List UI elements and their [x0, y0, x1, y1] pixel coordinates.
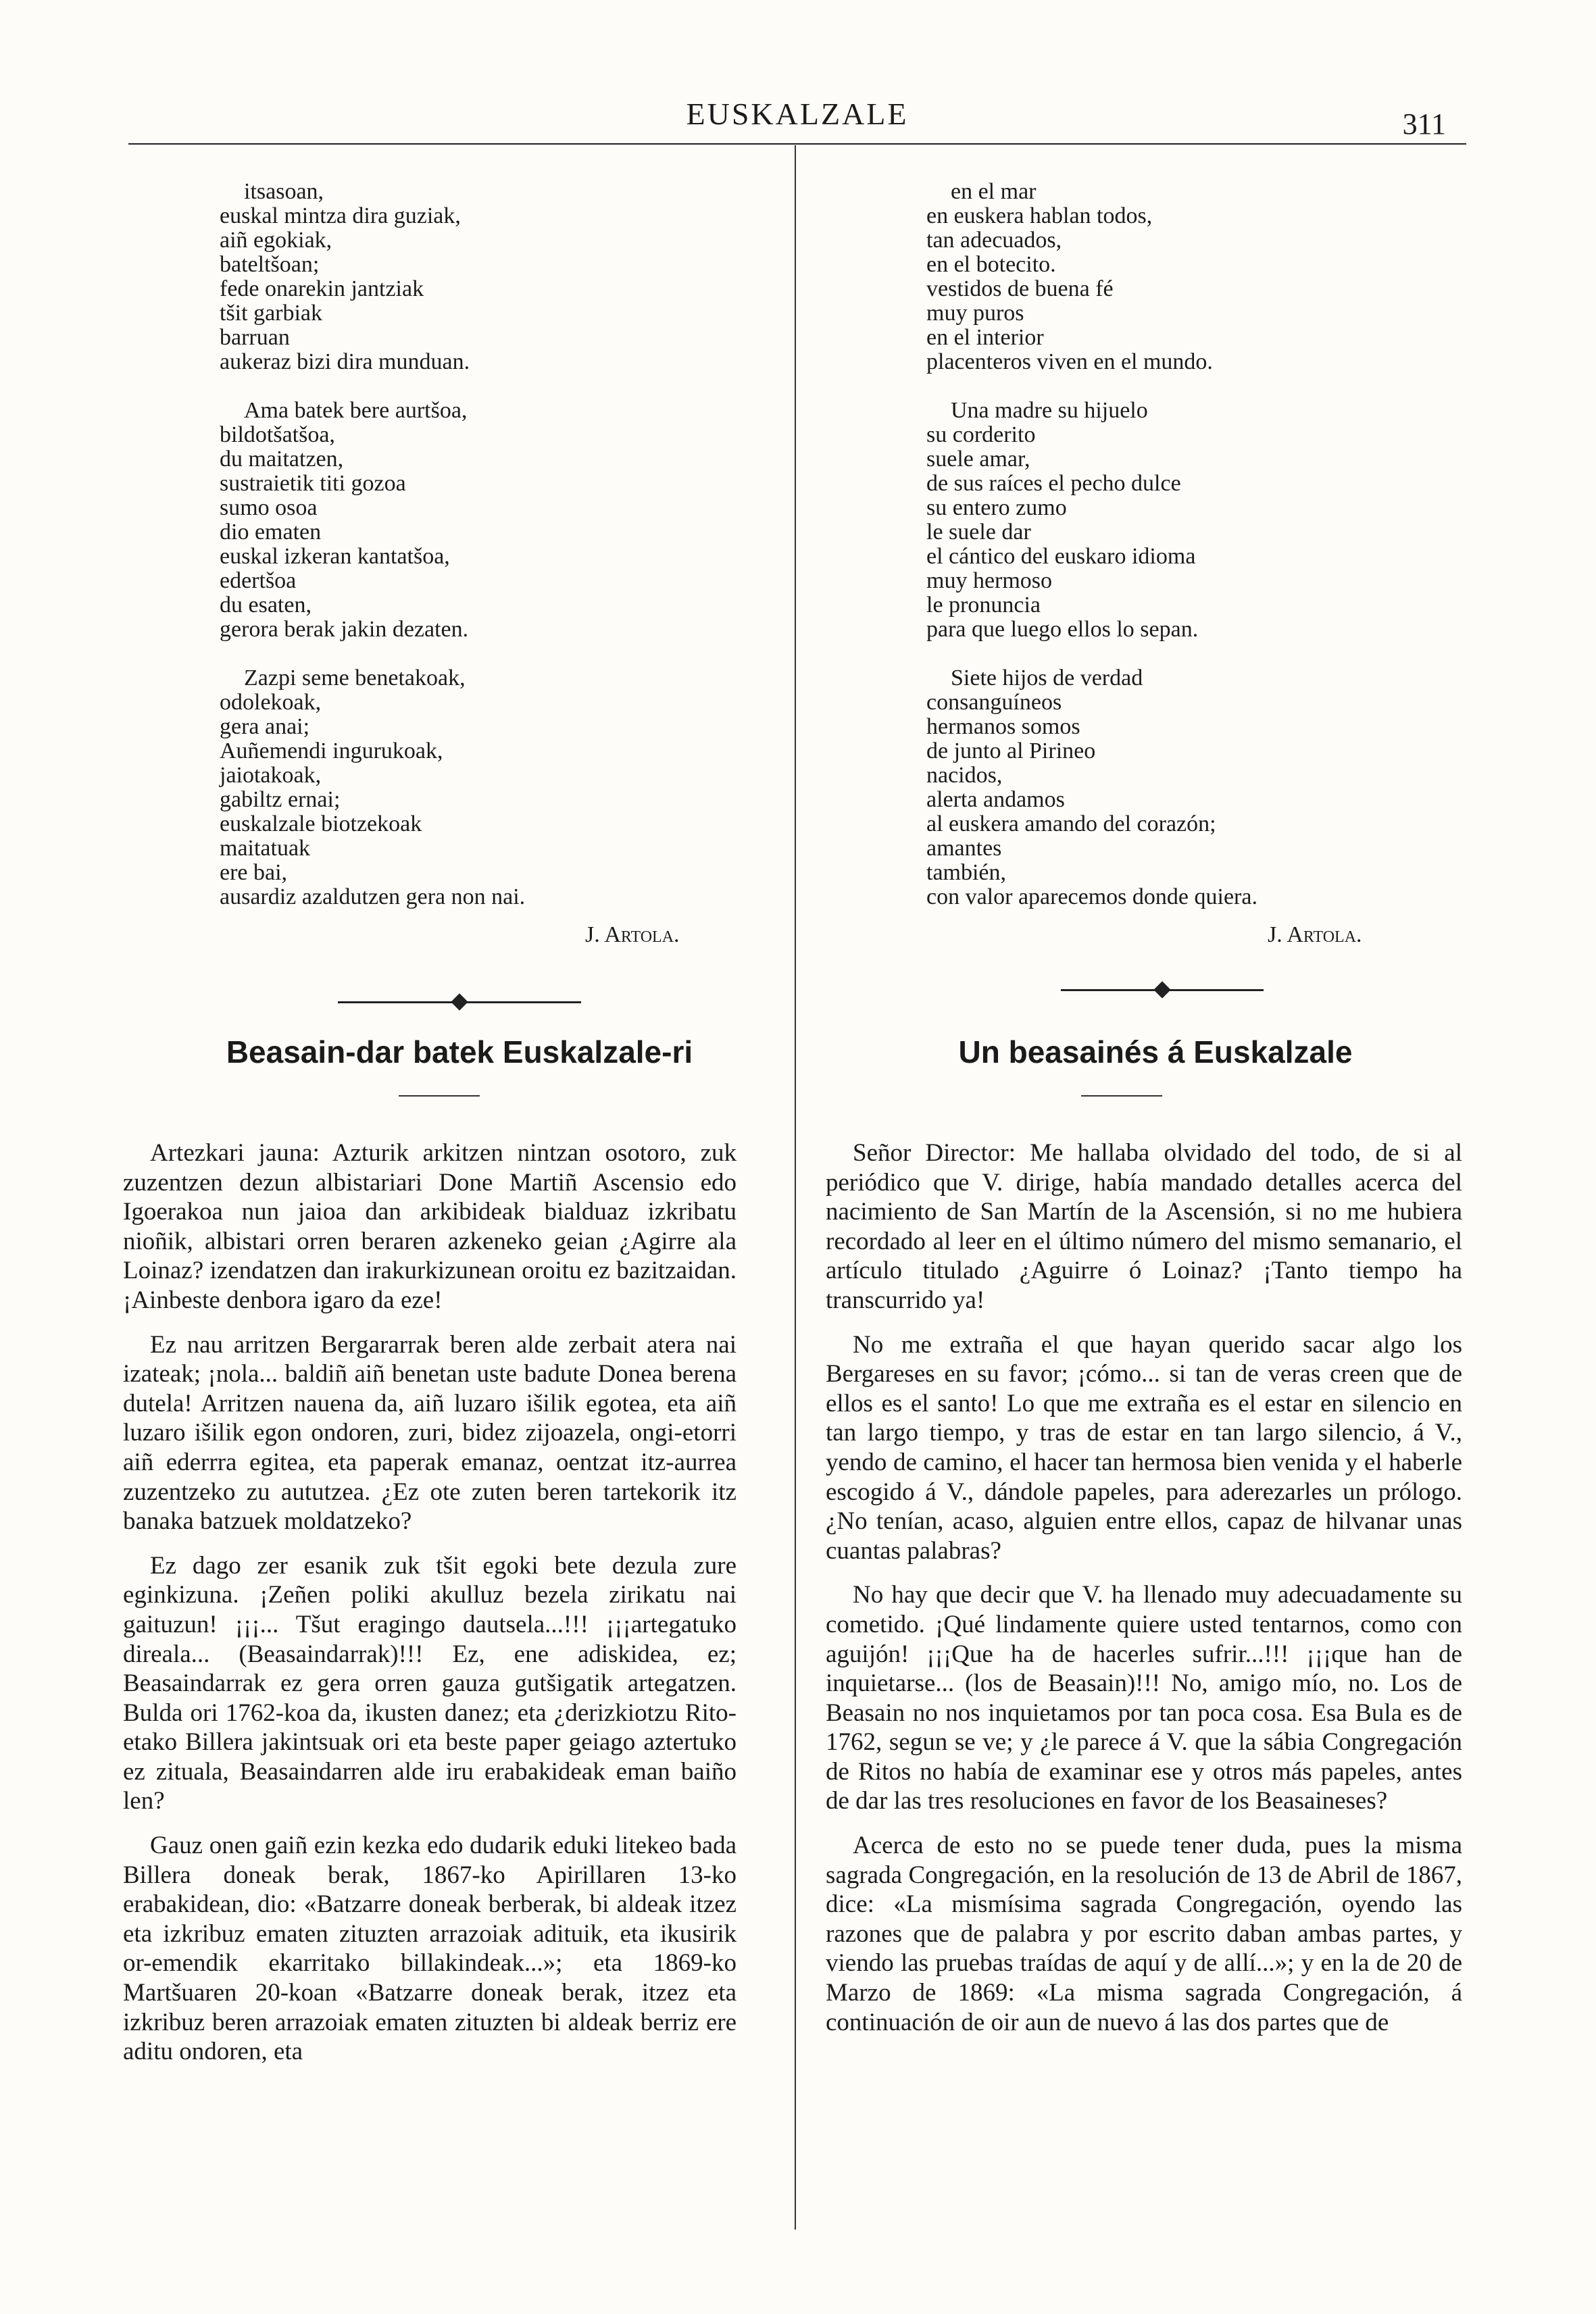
- poem-line: ausardiz azaldutzen gera non nai.: [220, 884, 526, 909]
- poem-line: barruan: [220, 325, 290, 350]
- paragraph: Señor Director: Me hallaba olvidado del todo, de si al periódico que V. dirige, había mandado detalles acerca del nacimiento de San Martín de la Ascensión, si no me hubiera recordado al leer en el último número del mismo semanario, el artículo titulado ¿Aguirre ó Loinaz? ¡Tanto tiempo ha transcurrido ya!: [826, 1139, 1462, 1314]
- poem-line: ere bai,: [220, 860, 288, 885]
- poem-line: alerta andamos: [926, 787, 1065, 812]
- poem-line: gera anai;: [220, 714, 310, 739]
- poem-line: hermanos somos: [926, 714, 1080, 739]
- poem-stanza: [220, 180, 760, 374]
- paragraph: Gauz onen gaiñ ezin kezka edo dudarik eduki litekeo bada Billera doneak berak, 1867-ko Apirillaren 13-ko erabakidean, dio: «Batzarre doneak berberak, bi aldeak itzez eta izkribuz ematen zituzten arrazoiak adituik, eta ikusirik or-emendik ekarritako billakindeak...»; eta 1869-ko Martšuaren 20-koan «Batzarre doneak berak, itzez eta izkribuz beren arrazoiak ematen zituzten bi aldeak berriz ere aditu ondoren, eta: [123, 1832, 737, 2066]
- poem-line: Siete hijos de verdad: [951, 665, 1143, 690]
- poem-stanza: [220, 666, 760, 909]
- poem-line: tan adecuados,: [926, 228, 1062, 253]
- poem-stanza: [926, 666, 1467, 909]
- poem-line: bateltšoan;: [220, 252, 320, 277]
- poem-line: en el mar: [951, 179, 1037, 204]
- poem-line: para que luego ellos lo sepan.: [926, 617, 1199, 642]
- poem-line: le pronuncia: [926, 593, 1041, 618]
- article-title-basque: Beasain-dar batek Euskalzale-ri: [226, 1034, 693, 1070]
- poem-line: suele amar,: [926, 447, 1030, 472]
- poem-line: su corderito: [926, 422, 1036, 447]
- poem-line: Zazpi seme benetakoak,: [244, 665, 466, 690]
- poem-line: le suele dar: [926, 520, 1031, 545]
- poem-line: el cántico del euskaro idioma: [926, 544, 1196, 569]
- poem-line: de junto al Pirineo: [926, 738, 1096, 763]
- signature-basque-poem: [585, 923, 680, 947]
- poem-line: al euskera amando del corazón;: [926, 811, 1216, 836]
- poem-line: muy puros: [926, 301, 1024, 326]
- section-ornament: [338, 992, 581, 1012]
- poem-line: du maitatzen,: [220, 447, 344, 472]
- poem-line: dio ematen: [220, 520, 322, 545]
- poem-line: gerora berak jakin dezaten.: [220, 617, 469, 642]
- journal-title: EUSKALZALE: [686, 97, 909, 131]
- poem-line: edertšoa: [220, 568, 297, 593]
- poem-line: en euskera hablan todos,: [926, 203, 1153, 228]
- poem-line: placenteros viven en el mundo.: [926, 349, 1213, 374]
- poem-line: también,: [926, 860, 1007, 885]
- poem-line: aiñ egokiak,: [220, 228, 332, 253]
- poem-line: gabiltz ernai;: [220, 787, 341, 812]
- column-divider: [795, 145, 796, 2230]
- poem-line: muy hermoso: [926, 568, 1053, 593]
- article-body-basque: [123, 1138, 737, 2067]
- poem-stanza: [926, 399, 1467, 642]
- poem-line: consanguíneos: [926, 690, 1062, 715]
- poem-stanza: [220, 399, 760, 642]
- poem-line: euskal mintza dira guziak,: [220, 203, 461, 228]
- poem-line: de sus raíces el pecho dulce: [926, 471, 1181, 496]
- header-rule: [128, 143, 1466, 145]
- poem-spanish: [926, 180, 1467, 934]
- poem-line: Ama batek bere aurtšoa,: [244, 398, 468, 423]
- poem-line: Una madre su hijuelo: [951, 398, 1148, 423]
- poem-line: aukeraz bizi dira munduan.: [220, 349, 470, 374]
- paragraph: Ez nau arritzen Bergararrak beren alde zerbait atera nai izateak; ¡nola... baldiñ aiñ benetan uste badute Donea berena dutela! Arritzen nauena da, aiñ luzaro išilik egotea, eta aiñ luzaro išilik egon ondoren, zuri, bidez zijoazela, ongi-etorri aiñ ederrra egitea, eta paperak emanaz, oentzat itz-aurrea zuzentzeko zu aututzea. ¿Ez ote zuten beren tartekorik itz banaka batzuek moldatzeko?: [123, 1330, 737, 1536]
- poem-line: Auñemendi ingurukoak,: [220, 738, 443, 763]
- poem-line: su entero zumo: [926, 495, 1067, 520]
- poem-basque: [220, 180, 760, 934]
- article-body-spanish: [826, 1138, 1462, 2037]
- signature-text: J. Artola.: [1268, 922, 1362, 947]
- paragraph: No me extraña el que hayan querido sacar algo los Bergareses en su favor; ¡cómo... si tan de veras creen que de ellos es el santo! Lo que me extraña es el estar en silencio en tan largo tiempo, y tras de estar en tan largo silencio, á V., yendo de camino, el hacer tan hermosa bien venida y el haberle escogido á V., dándole papeles, para aderezarles un prólogo. ¿No tenían, acaso, alguien entre ellos, capaz de hilvanar unas cuantas palabras?: [826, 1330, 1462, 1565]
- signature-text: J. Artola.: [585, 922, 680, 947]
- poem-line: itsasoan,: [244, 179, 324, 204]
- poem-line: con valor aparecemos donde quiera.: [926, 884, 1257, 909]
- title-rule: [399, 1095, 480, 1097]
- signature-spanish-poem: [1268, 923, 1362, 947]
- poem-line: du esaten,: [220, 593, 311, 618]
- poem-line: euskalzale biotzekoak: [220, 811, 422, 836]
- paragraph: No hay que decir que V. ha llenado muy adecuadamente su cometido. ¡Qué lindamente quiere usted tentarnos, como con aguijón! ¡¡¡Que ha de hacerles sufrir...!!! ¡¡¡que han de inquietarse... (los de Beasain)!!! No, amigo mío, no. Los de Beasain no nos inquietamos por tan poca cosa. Esa Bula es de 1762, segun se ve; y ¿le parece á V. que la sábia Congregación de Ritos no había de examinar ese y otros más papeles, antes de dar las tres resoluciones en favor de los Beasaineses?: [826, 1581, 1462, 1815]
- running-header: [128, 68, 1466, 142]
- poem-line: bildotšatšoa,: [220, 422, 335, 447]
- poem-line: vestidos de buena fé: [926, 276, 1114, 301]
- poem-line: fede onarekin jantziak: [220, 276, 424, 301]
- page-number: 311: [1402, 107, 1446, 141]
- poem-line: amantes: [926, 836, 1002, 861]
- poem-line: sumo osoa: [220, 495, 318, 520]
- poem-line: sustraietik titi gozoa: [220, 471, 406, 496]
- poem-line: maitatuak: [220, 836, 311, 861]
- poem-line: euskal izkeran kantatšoa,: [220, 544, 450, 569]
- paragraph: Acerca de esto no se puede tener duda, pues la misma sagrada Congregación, en la resolución de 13 de Abril de 1867, dice: «La mismísima sagrada Congregación, oyendo las razones que de palabra y por escrito daban ambas partes, y viendo las pruebas traídas de aquí y de allí...»; y en la de 20 de Marzo de 1869: «La misma sagrada Congregación, á continuación de oir aun de nuevo á las dos partes que de: [826, 1832, 1462, 2036]
- poem-line: nacidos,: [926, 763, 1003, 788]
- paragraph: Artezkari jauna: Azturik arkitzen nintzan osotoro, zuk zuzentzen dezun albistariari Done Martiñ Ascensio edo Igoerakoa nun jaioa dan arkibideak bialduaz izkribatu nioñik, albistari orren beraren azkeneko geian ¿Agirre ala Loinaz? izendatzen dan irakurkizunean oroitu ez bazitzaidan. ¡Ainbeste denbora igaro da eze!: [123, 1139, 737, 1314]
- paragraph: Ez dago zer esanik zuk tšit egoki bete dezula zure eginkizuna. ¡Zeñen poliki akulluz bezela zirikatu nai gaituzun! ¡¡¡... Tšut eragingo dautsela...!!! ¡¡¡artegatuko direala... (Beasaindarrak)!!! Ez, ene adiskidea, ez; Beasaindarrak ez gera orren gauza gutšigatik artegatzen. Bulda ori 1762-koa da, ikusten danez; eta ¿derizkiotzu Rito-etako Billera jakintsuak ori eta beste paper geiago aztertuko ez zituala, Beasaindarren alde iru erabakideak eman baiño len?: [123, 1551, 737, 1815]
- article-title-spanish: Un beasainés á Euskalzale: [958, 1034, 1353, 1070]
- poem-line: odolekoak,: [220, 690, 322, 715]
- poem-line: jaiotakoak,: [220, 763, 322, 788]
- poem-stanza: [926, 180, 1467, 374]
- title-rule: [1081, 1095, 1162, 1097]
- poem-line: tšit garbiak: [220, 301, 323, 326]
- section-ornament: [1061, 980, 1264, 1000]
- poem-line: en el botecito.: [926, 252, 1056, 277]
- poem-line: en el interior: [926, 325, 1044, 350]
